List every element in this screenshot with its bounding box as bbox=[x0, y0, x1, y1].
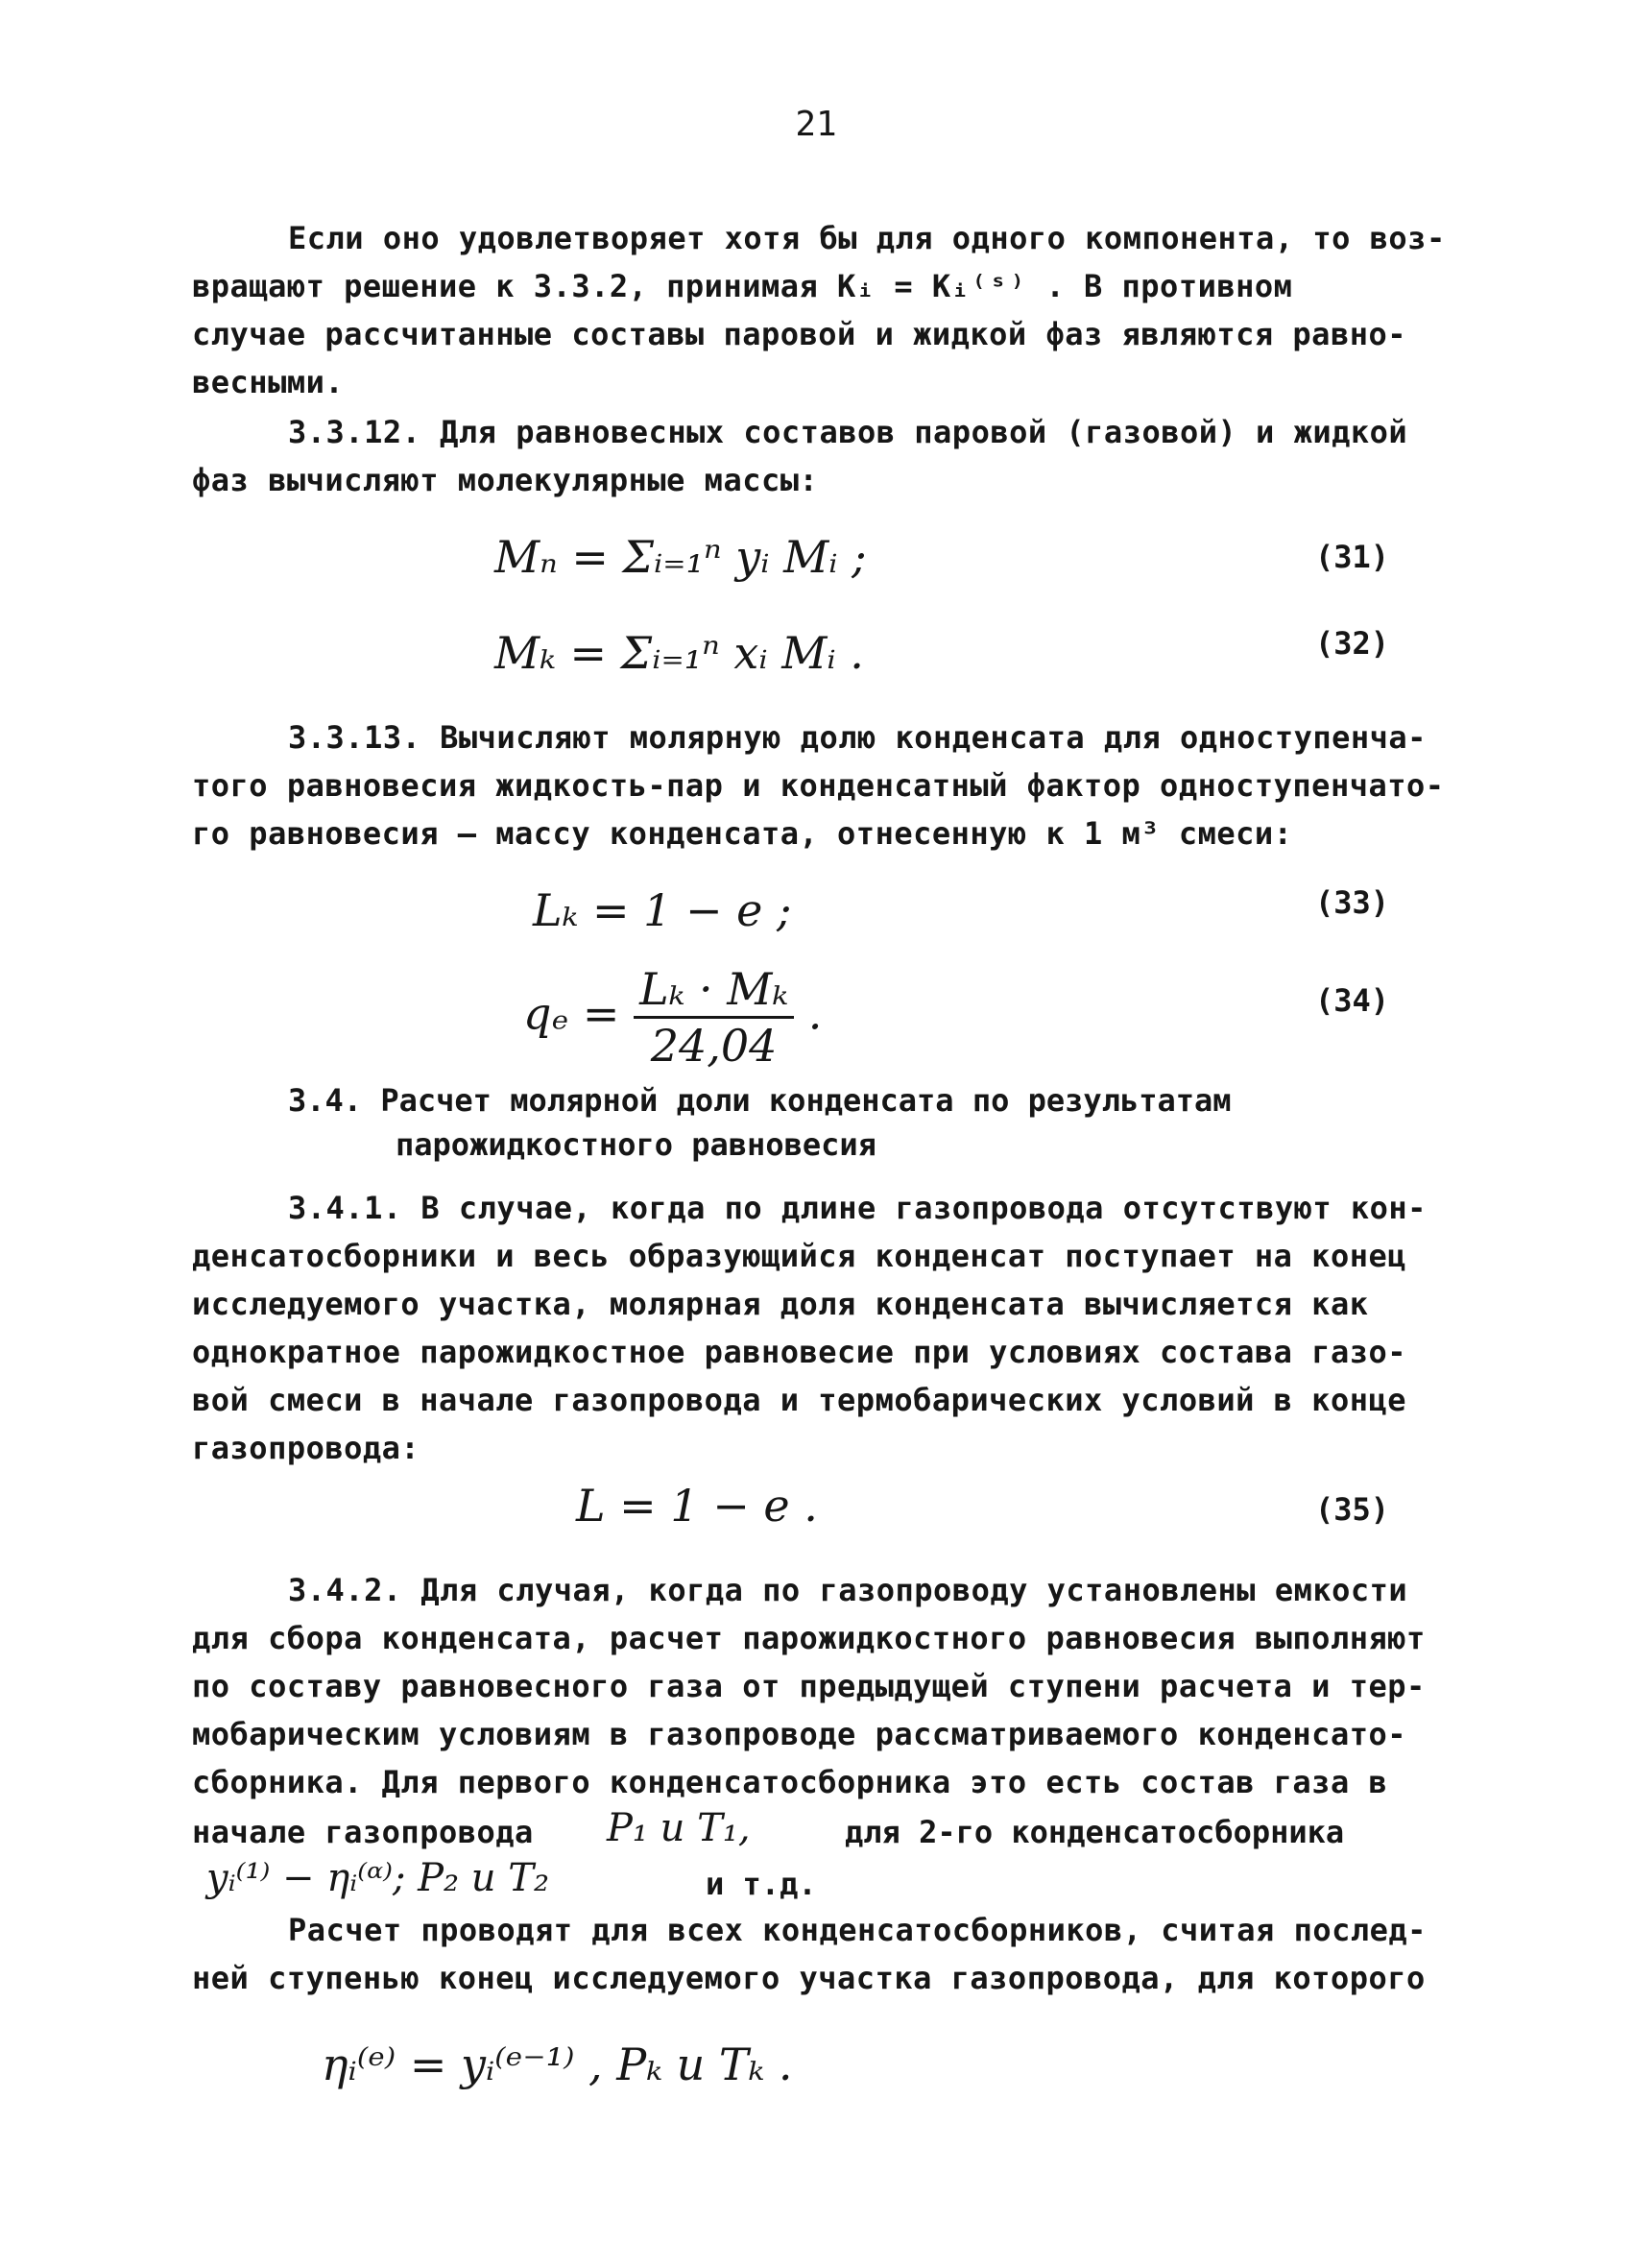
page-number: 21 bbox=[795, 105, 837, 144]
text-line: Если оно удовлетворяет хотя бы для одного компонента, то воз- bbox=[288, 220, 1446, 256]
text-line: начале газопровода bbox=[192, 1814, 534, 1850]
text-line: вращают решение к 3.3.2, принимая Kᵢ = Kᵢ⁽ˢ⁾ . В противном bbox=[192, 268, 1293, 304]
section-heading: парожидкостного равновесия bbox=[396, 1126, 876, 1163]
text-line: и т.д. bbox=[706, 1866, 817, 1902]
formula-35: L = 1 − e . bbox=[576, 1480, 818, 1532]
text-line: ней ступенью конец исследуемого участка газопровода, для которого bbox=[192, 1960, 1426, 1996]
text-line: 3.4.2. Для случая, когда по газопроводу установлены емкости bbox=[288, 1572, 1408, 1608]
formula-34-tail: . bbox=[807, 987, 823, 1040]
formula-number: (32) bbox=[1315, 625, 1390, 662]
text-line: того равновесия жидкость-пар и конденсатный фактор одноступенчато- bbox=[192, 767, 1445, 804]
inline-formula: yᵢ⁽¹⁾ − ηᵢ⁽ᵅ⁾; P₂ и T₂ bbox=[206, 1856, 549, 1900]
text-line: для сбора конденсата, расчет парожидкостного равновесия выполняют bbox=[192, 1620, 1426, 1656]
text-line: 3.3.13. Вычисляют молярную долю конденсата для одноступенча- bbox=[288, 719, 1427, 756]
section-heading: 3.4. Расчет молярной доли конденсата по результатам bbox=[288, 1082, 1232, 1119]
formula-number: (31) bbox=[1315, 539, 1390, 575]
text-line: 3.3.12. Для равновесных составов паровой (газовой) и жидкой bbox=[288, 414, 1408, 450]
text-line: по составу равновесного газа от предыдущей ступени расчета и тер- bbox=[192, 1668, 1426, 1704]
inline-formula: P₁ и T₁, bbox=[607, 1806, 751, 1850]
formula-number: (33) bbox=[1315, 884, 1390, 921]
fraction-numerator: Lₖ · Mₖ bbox=[634, 962, 794, 1019]
formula-32: Mₖ = Σᵢ₌₁ⁿ xᵢ Mᵢ . bbox=[494, 627, 864, 679]
formula-33: Lₖ = 1 − e ; bbox=[533, 884, 792, 936]
final-formula: ηᵢ⁽ᵉ⁾ = yᵢ⁽ᵉ⁻¹⁾ , Pₖ и Tₖ . bbox=[322, 2039, 793, 2090]
text-line: однократное парожидкостное равновесие при условиях состава газо- bbox=[192, 1334, 1406, 1370]
text-line: денсатосборники и весь образующийся конденсат поступает на конец bbox=[192, 1238, 1406, 1274]
text-line: го равновесия – массу конденсата, отнесенную к 1 м³ смеси: bbox=[192, 815, 1293, 852]
formula-34-left: qₑ = bbox=[523, 987, 620, 1040]
formula-34 bbox=[523, 962, 822, 1073]
text-line: сборника. Для первого конденсатосборника это есть состав газа в bbox=[192, 1764, 1388, 1800]
formula-number: (34) bbox=[1315, 982, 1390, 1019]
fraction bbox=[634, 962, 794, 1073]
text-line: фаз вычисляют молекулярные массы: bbox=[192, 462, 819, 498]
formula-31: Mₙ = Σᵢ₌₁ⁿ yᵢ Mᵢ ; bbox=[494, 531, 867, 583]
text-line: вой смеси в начале газопровода и термобарических условий в конце bbox=[192, 1382, 1406, 1418]
text-line: случае рассчитанные составы паровой и жидкой фаз являются равно- bbox=[192, 316, 1406, 352]
text-line: весными. bbox=[192, 364, 345, 400]
text-line: мобарическим условиям в газопроводе рассматриваемого конденсато- bbox=[192, 1716, 1406, 1752]
text-line: исследуемого участка, молярная доля конденсата вычисляется как bbox=[192, 1286, 1369, 1322]
text-line: газопровода: bbox=[192, 1430, 420, 1466]
text-line: Расчет проводят для всех конденсатосборников, считая послед- bbox=[288, 1912, 1427, 1948]
formula-number: (35) bbox=[1315, 1491, 1390, 1528]
text-line: 3.4.1. В случае, когда по длине газопровода отсутствуют кон- bbox=[288, 1190, 1427, 1226]
text-line: для 2-го конденсатосборника bbox=[845, 1814, 1345, 1850]
fraction-denominator: 24,04 bbox=[650, 1020, 778, 1072]
